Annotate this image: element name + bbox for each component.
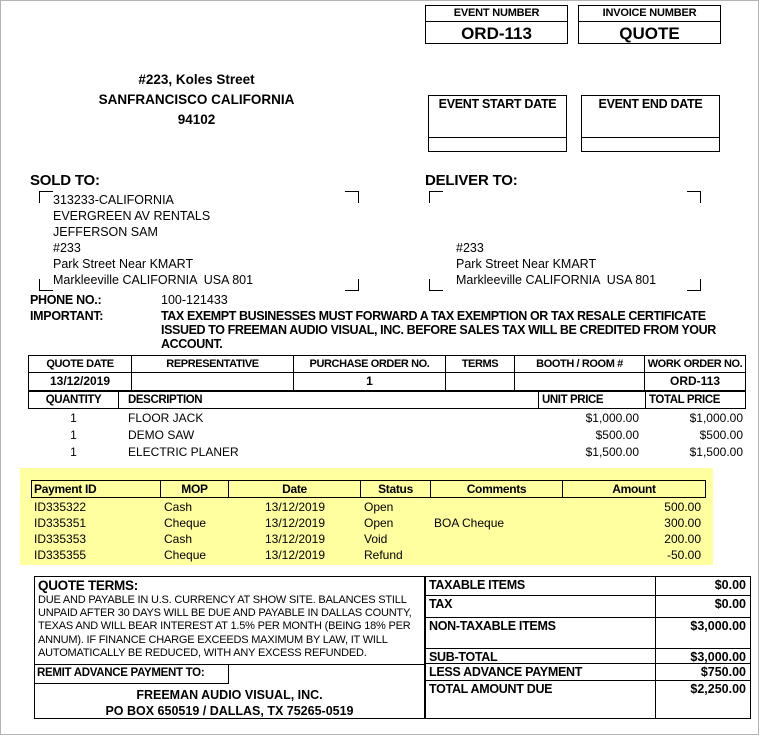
payment-date: 13/12/2019 [264,548,326,562]
payment-amount: 500.00 [664,500,701,514]
item-quantity: 1 [70,411,77,425]
totals-label: TAX [429,597,453,611]
totals-label: TOTAL AMOUNT DUE [429,682,553,696]
event-number-box [425,5,568,44]
totals-row [426,577,750,596]
corner-bracket-icon [429,191,443,203]
totals-row [426,681,750,718]
payment-row [31,515,706,531]
items-header-total-price: TOTAL PRICE [646,391,746,409]
payments-header-amount: Amount [563,480,706,498]
deliver-to-line: Park Street Near KMART [456,257,597,271]
company-address [29,70,364,130]
totals-value: $750.00 [655,664,750,680]
order-info-header: REPRESENTATIVE [132,355,294,373]
payments-header-comments: Comments [431,480,563,498]
item-row [28,444,746,461]
order-info-header: WORK ORDER NO. [645,355,746,373]
sold-to-line: #233 [53,241,81,255]
sold-to-line: Markleeville CALIFORNIA USA 801 [53,273,254,287]
sold-to-line: Park Street Near KMART [53,257,194,271]
work-order-no-value: ORD-113 [645,373,746,391]
totals-label: TAXABLE ITEMS [429,578,525,592]
payments-header-status: Status [361,480,431,498]
sold-to-frame [39,191,359,291]
item-unit-price: $1,000.00 [585,411,639,425]
event-start-date-value [429,138,566,152]
corner-bracket-icon [39,191,53,203]
corner-bracket-icon [429,279,443,291]
quote-terms-heading: QUOTE TERMS: [38,578,138,593]
sold-to-line: JEFFERSON SAM [53,225,158,239]
invoice-number-label: INVOICE NUMBER [579,6,720,22]
totals-value: $0.00 [655,577,750,595]
items-header-quantity: QUANTITY [28,391,119,409]
purchase-order-no-value: 1 [294,373,446,391]
item-total-price: $1,000.00 [689,411,743,425]
payments-section [20,468,713,565]
phone-label: PHONE NO.: [30,293,102,307]
event-start-date-box [428,95,567,152]
event-end-date-value [582,138,719,152]
totals-value: $0.00 [655,596,750,617]
payment-row [31,531,706,547]
payments-header-mop: MOP [161,480,229,498]
important-text: TAX EXEMPT BUSINESSES MUST FORWARD A TAX EXEMPTION OR TAX RESALE CERTIFICATE ISSUED TO FREEMAN AUDIO VISUAL, INC. BEFORE SALES TAX WILL BE CREDITED FROM YOUR ACCOUNT. [161,309,716,351]
totals-row [426,649,750,664]
remit-advance-payment-label: REMIT ADVANCE PAYMENT TO: [35,665,229,684]
item-total-price: $1,500.00 [689,445,743,459]
sold-to-line: 313233-CALIFORNIA [53,193,174,207]
payment-comments [431,531,563,547]
corner-bracket-icon [39,279,53,291]
payment-row [31,499,706,515]
item-quantity: 1 [70,428,77,442]
totals-table [425,576,751,719]
totals-row [426,618,750,649]
payment-status: Open [364,500,394,514]
payment-date: 13/12/2019 [264,516,326,530]
sold-to-line: EVERGREEN AV RENTALS [53,209,211,223]
item-quantity: 1 [70,445,77,459]
event-end-date-box [581,95,720,152]
representative-value [132,373,294,391]
totals-label: NON-TAXABLE ITEMS [429,619,556,633]
deliver-to-line: #233 [456,241,484,255]
payment-mop: Cheque [164,516,207,530]
order-info-header-row [28,355,746,373]
corner-bracket-icon [687,191,701,203]
payment-id: ID335322 [34,500,87,514]
payment-mop: Cheque [164,548,207,562]
order-info-header: QUOTE DATE [28,355,132,373]
remit-address-line: PO BOX 650519 / DALLAS, TX 75265-0519 [105,704,354,718]
item-description: FLOOR JACK [128,411,204,425]
corner-bracket-icon [345,191,359,203]
payment-date: 13/12/2019 [264,532,326,546]
payment-id: ID335355 [34,548,87,562]
deliver-to-frame [429,191,701,291]
item-unit-price: $500.00 [595,428,639,442]
item-row [28,427,746,444]
quote-terms-box [34,576,425,719]
totals-value: $3,000.00 [655,649,750,664]
corner-bracket-icon [345,279,359,291]
payment-status: Open [364,516,394,530]
payment-amount: -50.00 [666,548,701,562]
remit-address-line: FREEMAN AUDIO VISUAL, INC. [136,688,323,702]
sold-to-heading: SOLD TO: [30,172,100,189]
quote-date-value: 13/12/2019 [28,373,132,391]
payments-header-payment-id: Payment ID [31,480,161,498]
important-label: IMPORTANT: [30,309,104,323]
terms-value [446,373,515,391]
payments-header-date: Date [229,480,361,498]
payment-row [31,547,706,563]
totals-value: $2,250.00 [655,681,750,718]
items-header-row [28,391,746,409]
item-description: ELECTRIC PLANER [128,445,239,459]
payments-header-row [31,480,706,498]
company-address-line: 94102 [177,112,216,127]
payment-comments [431,499,563,515]
payment-status: Void [364,532,388,546]
deliver-to-line: Markleeville CALIFORNIA USA 801 [456,273,657,287]
invoice-number-value: QUOTE [619,24,680,43]
invoice-number-box [578,5,721,44]
sold-to-address [53,192,253,288]
totals-value: $3,000.00 [655,618,750,648]
booth-room-value [515,373,645,391]
payment-mop: Cash [164,532,193,546]
item-description: DEMO SAW [128,428,195,442]
payment-id: ID335351 [34,516,87,530]
quote-terms-section [35,577,424,665]
order-info-header: BOOTH / ROOM # [515,355,645,373]
item-row [28,410,746,427]
deliver-to-heading: DELIVER TO: [425,172,518,189]
items-header-description: DESCRIPTION [119,391,539,409]
totals-label: LESS ADVANCE PAYMENT [429,665,583,679]
items-header-unit-price: UNIT PRICE [539,391,646,409]
event-number-label: EVENT NUMBER [426,6,567,22]
totals-label: SUB-TOTAL [429,650,498,664]
payment-amount: 300.00 [664,516,701,530]
order-info-value-row [28,373,746,391]
company-address-line: SANFRANCISCO CALIFORNIA [98,92,295,107]
totals-row [426,664,750,681]
quote-terms-text: DUE AND PAYABLE IN U.S. CURRENCY AT SHOW SITE. BALANCES STILL UNPAID AFTER 30 DAYS WILL BE DUE AND PAYABLE IN DALLAS COUNTY, TEXAS AND WILL BEAR INTEREST AT 1.5% PER MONTH (BEING 18% PER ANNUM). IF FINANCE CHARGE EXCEEDS MAXIMUM BY LAW, IT WILL AUTOMATICALLY BE REDUCED, WITH ANY EXCESS REFUNDED. [38,594,412,659]
event-start-date-label: EVENT START DATE [429,96,566,138]
payment-mop: Cash [164,500,193,514]
remit-address [35,684,424,719]
event-number-value: ORD-113 [461,24,532,43]
payment-amount: 200.00 [664,532,701,546]
item-unit-price: $1,500.00 [585,445,639,459]
payment-comments [431,547,563,563]
payment-id: ID335353 [34,532,87,546]
item-total-price: $500.00 [699,428,743,442]
payment-comments: BOA Cheque [434,516,505,530]
phone-value: 100-121433 [161,293,228,307]
order-info-header: PURCHASE ORDER NO. [294,355,446,373]
corner-bracket-icon [687,279,701,291]
payment-status: Refund [364,548,403,562]
payment-date: 13/12/2019 [264,500,326,514]
totals-row [426,596,750,618]
deliver-to-address [456,240,656,288]
order-info-header: TERMS [446,355,515,373]
company-address-line: #223, Koles Street [138,72,255,87]
event-end-date-label: EVENT END DATE [582,96,719,138]
